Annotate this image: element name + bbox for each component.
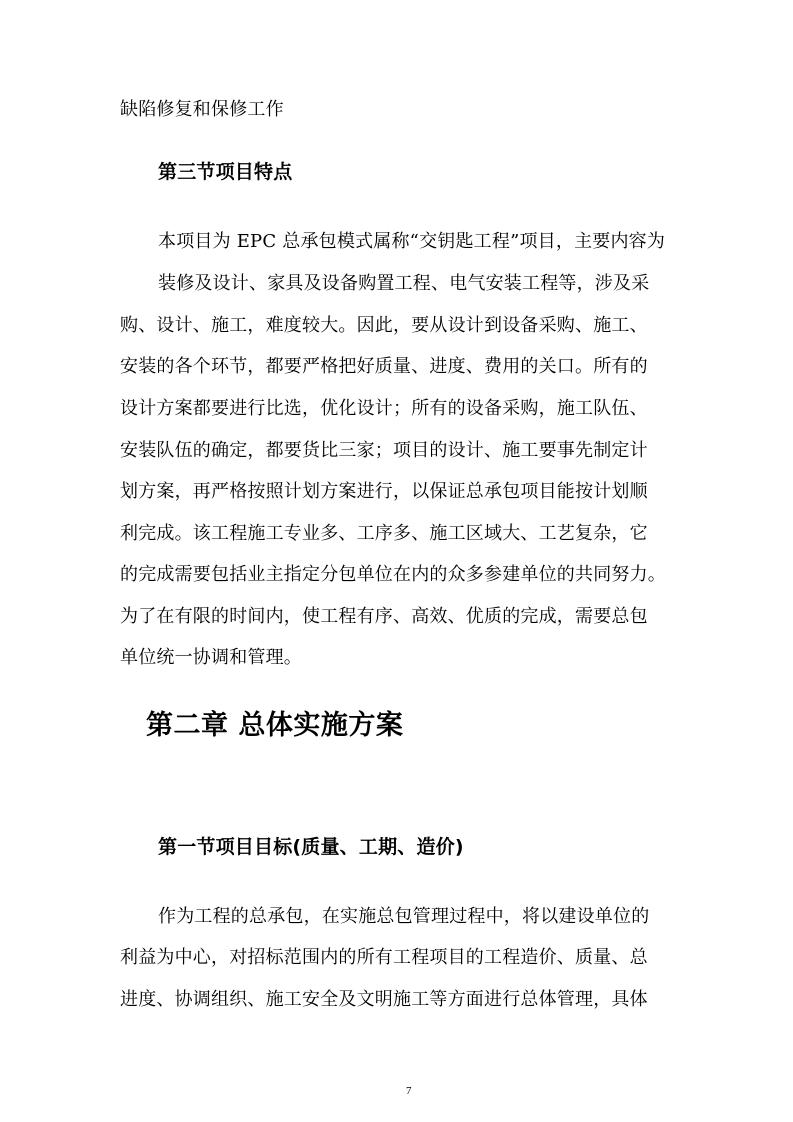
- paragraph-line: 划方案，再严格按照计划方案进行，以保证总承包项目能按计划顺: [120, 481, 648, 502]
- paragraph-line: 单位统一协调和管理。: [120, 647, 302, 668]
- paragraph-line: 装修及设计、家具及设备购置工程、电气安装工程等，涉及采: [158, 273, 650, 294]
- chapter-heading: 第二章 总体实施方案: [146, 710, 404, 741]
- paragraph-line: 作为工程的总承包，在实施总包管理过程中，将以建设单位的: [158, 906, 650, 927]
- paragraph-line: 购、设计、施工，难度较大。因此，要从设计到设备采购、施工、: [120, 315, 648, 336]
- body-text-line: 缺陷修复和保修工作: [120, 99, 284, 120]
- paragraph-line: 为了在有限的时间内，使工程有序、高效、优质的完成，需要总包: [120, 606, 648, 627]
- paragraph-line: 利完成。该工程施工专业多、工序多、施工区域大、工艺复杂，它: [120, 523, 648, 544]
- section-heading: 第一节项目目标(质量、工期、造价): [158, 836, 464, 858]
- paragraph-line: 安装的各个环节，都要严格把好质量、进度、费用的关口。所有的: [120, 356, 648, 377]
- paragraph-line: 的完成需要包括业主指定分包单位在内的众多参建单位的共同努力。: [120, 564, 666, 585]
- paragraph-line: 本项目为 EPC 总承包模式属称“交钥匙工程”项目，主要内容为: [158, 231, 666, 252]
- paragraph-line: 设计方案都要进行比选，优化设计；所有的设备采购，施工队伍、: [120, 398, 648, 419]
- paragraph-line: 进度、协调组织、施工安全及文明施工等方面进行总体管理，具体: [120, 989, 648, 1010]
- paragraph-line: 安装队伍的确定，都要货比三家；项目的设计、施工要事先制定计: [120, 440, 648, 461]
- page-number: 7: [406, 1085, 412, 1097]
- section-heading: 第三节项目特点: [158, 161, 293, 183]
- paragraph-line: 利益为中心，对招标范围内的所有工程项目的工程造价、质量、总: [120, 947, 648, 968]
